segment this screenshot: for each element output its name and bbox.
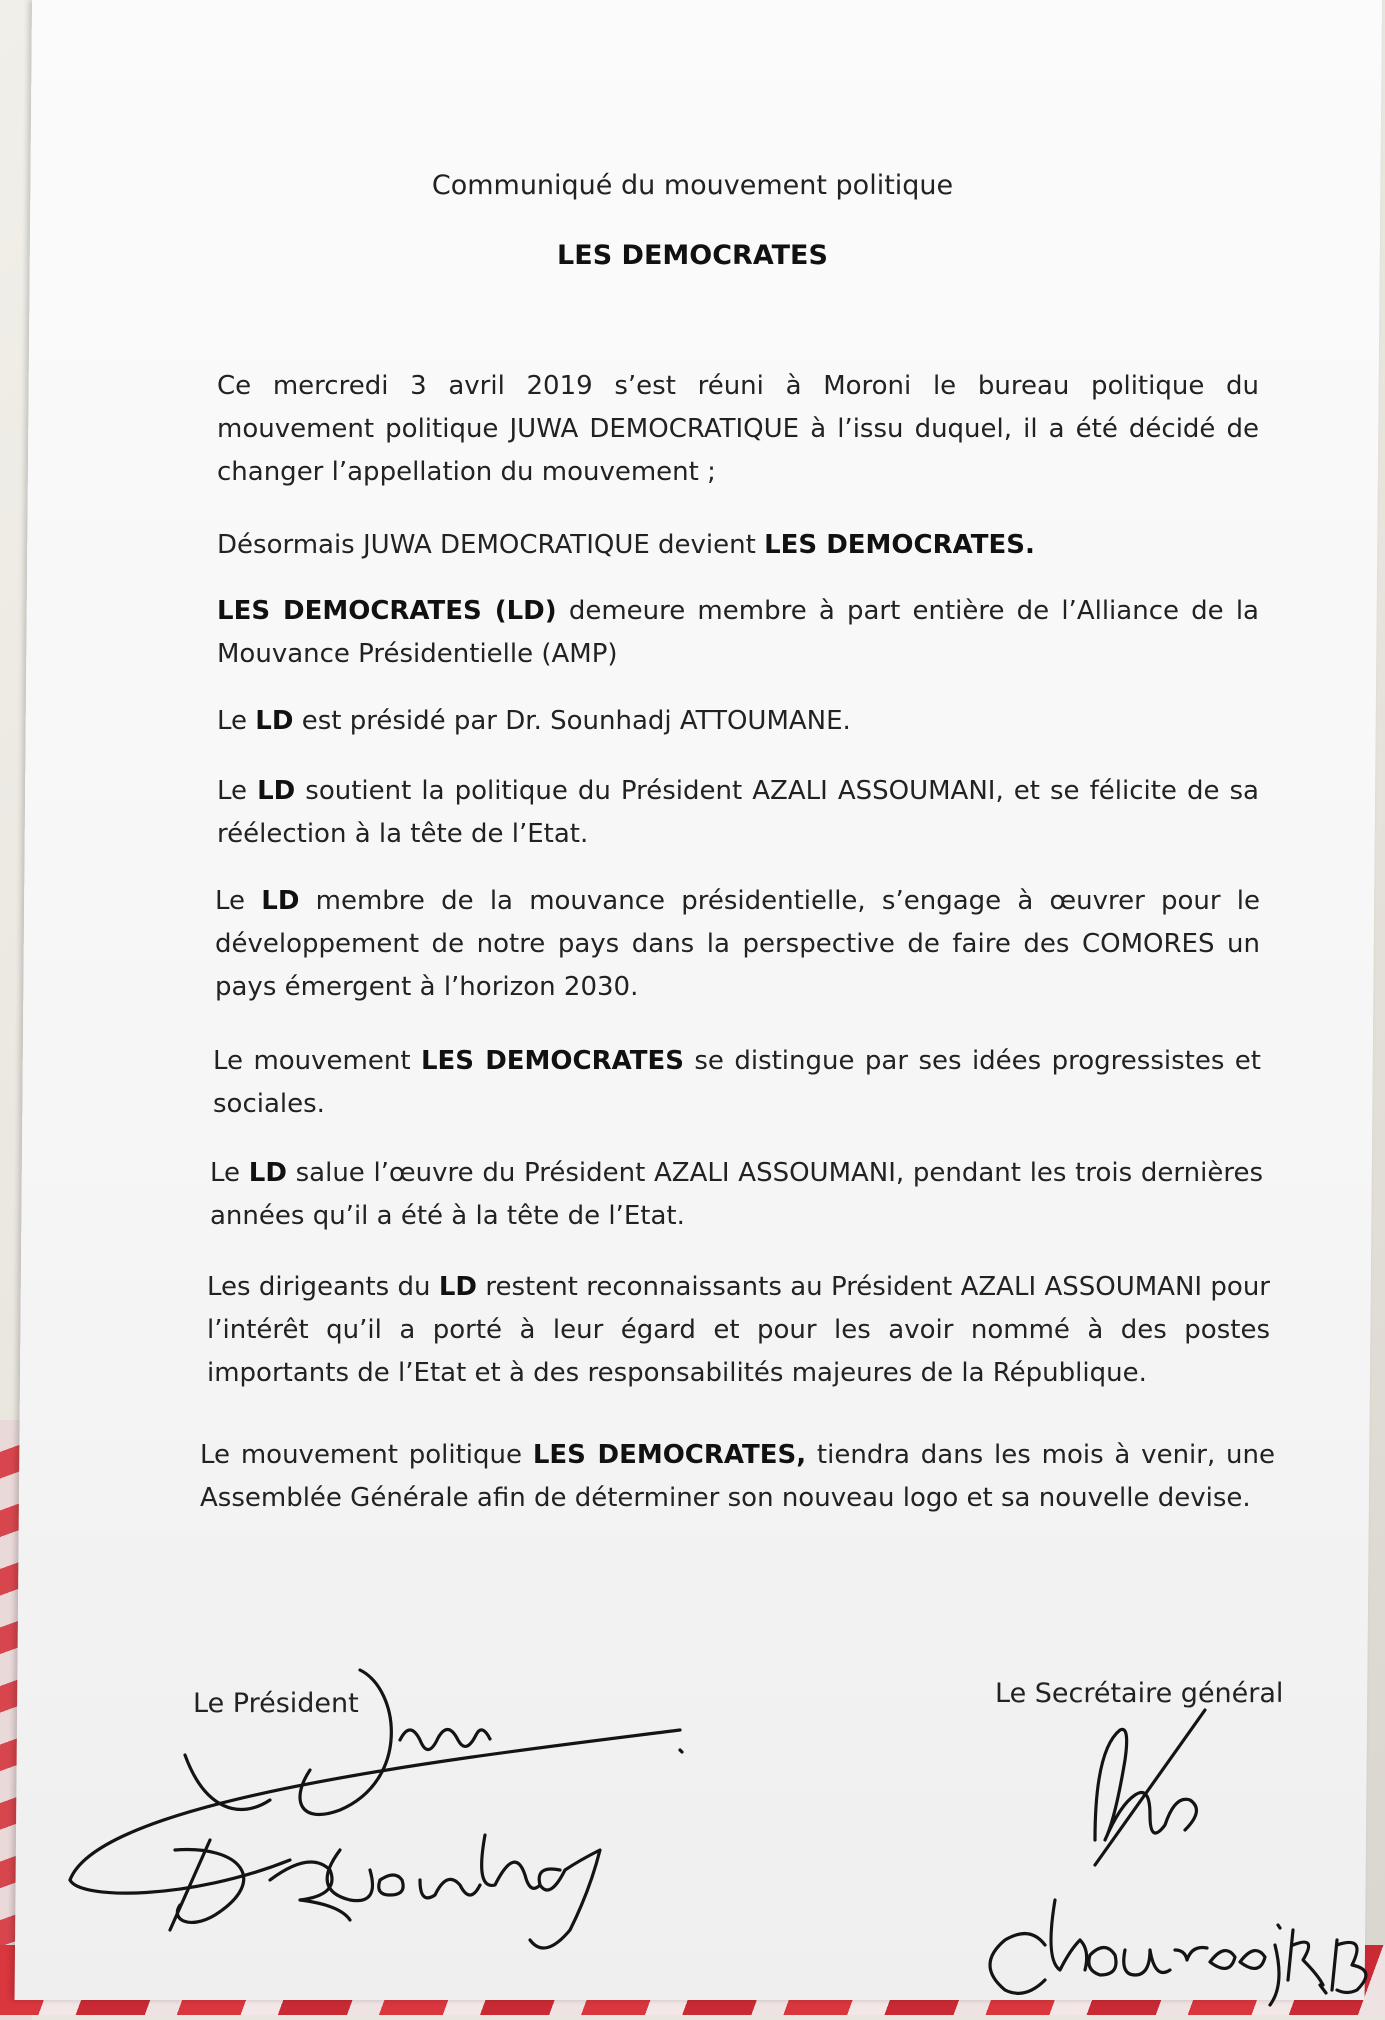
paragraph-5-text-a: Le bbox=[217, 776, 258, 806]
paragraph-1 bbox=[217, 365, 1259, 494]
paragraph-10-text-b: tiendra dans les mois à venir, une Assemblée Générale afin de déterminer son nouveau logo et sa nouvelle devise. bbox=[200, 1440, 1275, 1513]
paragraph-6-bold: LD bbox=[261, 886, 300, 916]
paragraph-6 bbox=[215, 880, 1260, 1009]
paragraph-4-text-a: Le bbox=[217, 706, 256, 736]
paragraph-4 bbox=[217, 700, 1259, 743]
paragraph-2-bold: LES DEMOCRATES. bbox=[764, 530, 1035, 560]
paragraph-7-text-b: se distingue par ses idées progressistes et sociales. bbox=[213, 1046, 1261, 1119]
president-signature bbox=[40, 1650, 720, 1950]
paragraph-7-text-a: Le mouvement bbox=[213, 1046, 421, 1076]
secretary-label: Le Secrétaire général bbox=[995, 1678, 1284, 1709]
secretary-signature bbox=[975, 1700, 1375, 2010]
paragraph-5 bbox=[217, 770, 1259, 856]
paragraph-10-text-a: Le mouvement politique bbox=[200, 1440, 533, 1470]
paragraph-1-text: Ce mercredi 3 avril 2019 s’est réuni à Moroni le bureau politique du mouvement politique JUWA DEMOCRATIQUE à l’issu duquel, il a été décidé de changer l’appellation du mouvement ; bbox=[217, 371, 1259, 487]
paragraph-3 bbox=[217, 590, 1259, 676]
paragraph-4-bold: LD bbox=[255, 706, 294, 736]
paragraph-10-bold: LES DEMOCRATES, bbox=[532, 1440, 807, 1470]
paragraph-2 bbox=[217, 524, 1259, 567]
document-header: Communiqué du mouvement politique bbox=[431, 170, 954, 201]
paragraph-5-bold: LD bbox=[257, 776, 296, 806]
paragraph-3-bold: LES DEMOCRATES (LD) bbox=[217, 596, 557, 626]
paragraph-6-text-a: Le bbox=[215, 886, 262, 916]
paragraph-6-text-b: membre de la mouvance présidentielle, s’engage à œuvrer pour le développement de notre pays dans la perspective de faire des COMORES un pays émergent à l’horizon 2030. bbox=[215, 886, 1260, 1002]
paragraph-8-text-a: Le bbox=[210, 1158, 249, 1188]
document-title: LES DEMOCRATES bbox=[557, 240, 828, 271]
paragraph-9-bold: LD bbox=[438, 1272, 478, 1302]
paragraph-5-text-b: soutient la politique du Président AZALI ASSOUMANI, et se félicite de sa réélection à la tête de l’Etat. bbox=[217, 776, 1259, 849]
paragraph-9-text-a: Les dirigeants du bbox=[207, 1272, 439, 1302]
paragraph-7-bold: LES DEMOCRATES bbox=[420, 1046, 684, 1076]
paragraph-7 bbox=[213, 1040, 1261, 1126]
paragraph-8-text-b: salue l’œuvre du Président AZALI ASSOUMANI, pendant les trois dernières années qu’il a été à la tête de l’Etat. bbox=[210, 1158, 1263, 1231]
paragraph-10 bbox=[200, 1434, 1275, 1520]
paragraph-2-text: Désormais JUWA DEMOCRATIQUE devient bbox=[217, 530, 765, 560]
paragraph-4-text-b: est présidé par Dr. Sounhadj ATTOUMANE. bbox=[293, 706, 851, 736]
paragraph-9 bbox=[207, 1266, 1270, 1395]
paragraph-3-text: demeure membre à part entière de l’Alliance de la Mouvance Présidentielle (AMP) bbox=[217, 596, 1259, 669]
paragraph-9-text-b: restent reconnaissants au Président AZALI ASSOUMANI pour l’intérêt qu’il a porté à leur égard et pour les avoir nommé à des postes importants de l’Etat et à des responsabilités majeures de la République. bbox=[207, 1272, 1270, 1388]
paragraph-8 bbox=[210, 1152, 1263, 1238]
paragraph-8-bold: LD bbox=[248, 1158, 287, 1188]
president-label: Le Président bbox=[193, 1688, 359, 1719]
